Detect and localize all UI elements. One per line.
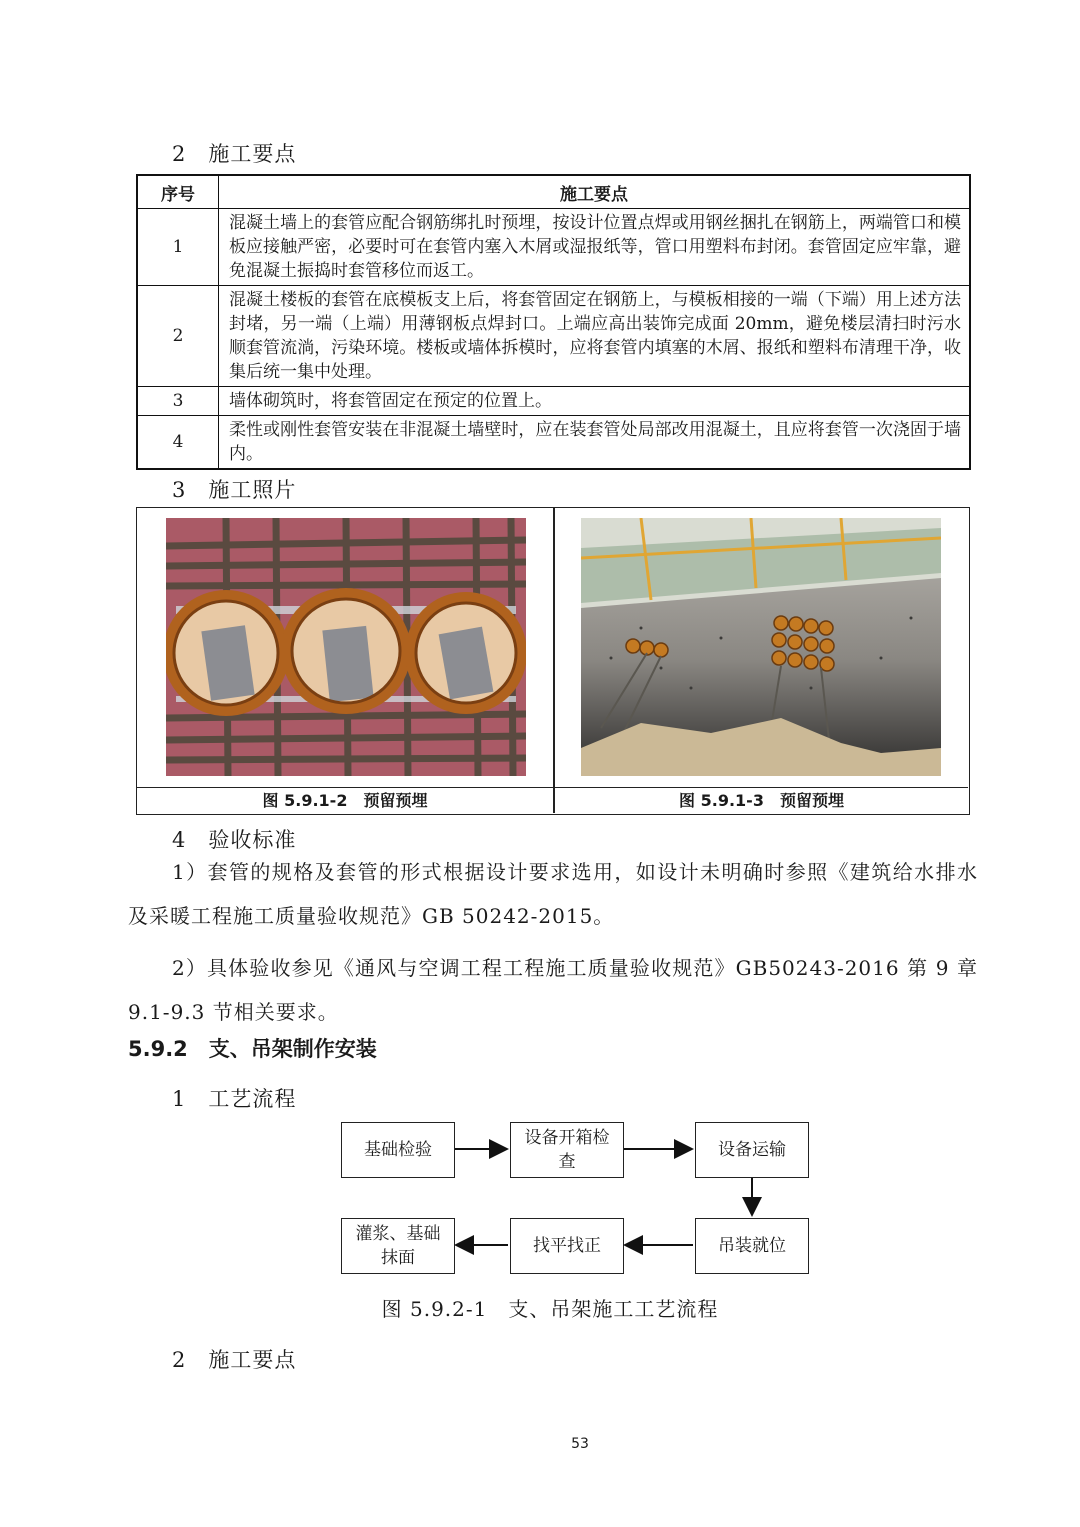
table-cell-text: 混凝土墙上的套管应配合钢筋绑扎时预埋，按设计位置点焊或用钢丝捆扎在钢筋上，两端管口和模板应接触严密，必要时可在套管内塞入木屑或湿报纸等，管口用塑料布封闭。套管固定应牢靠，避免混凝土振捣时套管移位而返工。: [219, 209, 971, 286]
photo-caption-right: 图 5.9.1-3 预留预埋: [679, 791, 844, 810]
section-heading-construction-points-2: 2 施工要点: [172, 1348, 297, 1372]
acceptance-paragraph-1: 1）套管的规格及套管的形式根据设计要求选用，如设计未明确时参照《建筑给水排水及采暖工程施工质量验收规范》GB 50242-2015。: [128, 860, 978, 928]
flow-box-equipment-transport: 设备运输: [695, 1122, 809, 1178]
table-cell-text: 墙体砌筑时，将套管固定在预定的位置上。: [219, 387, 971, 416]
table-cell-text: 混凝土楼板的套管在底模板支上后，将套管固定在钢筋上，与模板相接的一端（下端）用上述方法封堵，另一端（上端）用薄钢板点焊封口。上端应高出装饰完成面 20mm，避免楼层清扫时污水顺套管流淌，污染环境。楼板或墙体拆模时，应将套管内填塞的木屑、报纸和塑料布清理干净，收集后统一集中处理。: [219, 286, 971, 387]
flow-box-foundation-inspection: 基础检验: [341, 1122, 455, 1178]
flow-box-leveling-alignment: 找平找正: [510, 1218, 624, 1274]
table-cell-num: 1: [137, 209, 219, 286]
page-number: 53: [571, 1436, 589, 1452]
section-heading-photos: 3 施工照片: [172, 478, 297, 502]
flowchart-caption: 图 5.9.2-1 支、吊架施工工艺流程: [381, 1297, 719, 1321]
section-heading-construction-points: 2 施工要点: [172, 142, 297, 166]
process-heading: 1 工艺流程: [172, 1087, 297, 1111]
table-header-points: 施工要点: [219, 175, 971, 209]
table-cell-num: 2: [137, 286, 219, 387]
subsection-title: 5.9.2 支、吊架制作安装: [128, 1037, 377, 1061]
flow-box-grouting-plastering: 灌浆、基础抹面: [341, 1218, 455, 1274]
acceptance-paragraph-2: 2）具体验收参见《通风与空调工程工程施工质量验收规范》GB50243-2016 第 9 章 9.1-9.3 节相关要求。: [128, 956, 978, 1024]
table-cell-text: 柔性或刚性套管安装在非混凝土墙壁时，应在装套管处局部改用混凝土，且应将套管一次浇固于墙内。: [219, 416, 971, 470]
table-header-num: 序号: [137, 175, 219, 209]
flow-box-hoisting-positioning: 吊装就位: [695, 1218, 809, 1274]
flow-box-equipment-unpacking: 设备开箱检查: [510, 1122, 624, 1178]
table-cell-num: 4: [137, 416, 219, 470]
table-cell-num: 3: [137, 387, 219, 416]
section-heading-acceptance: 4 验收标准: [172, 828, 297, 852]
photo-caption-left: 图 5.9.1-2 预留预埋: [262, 791, 428, 810]
